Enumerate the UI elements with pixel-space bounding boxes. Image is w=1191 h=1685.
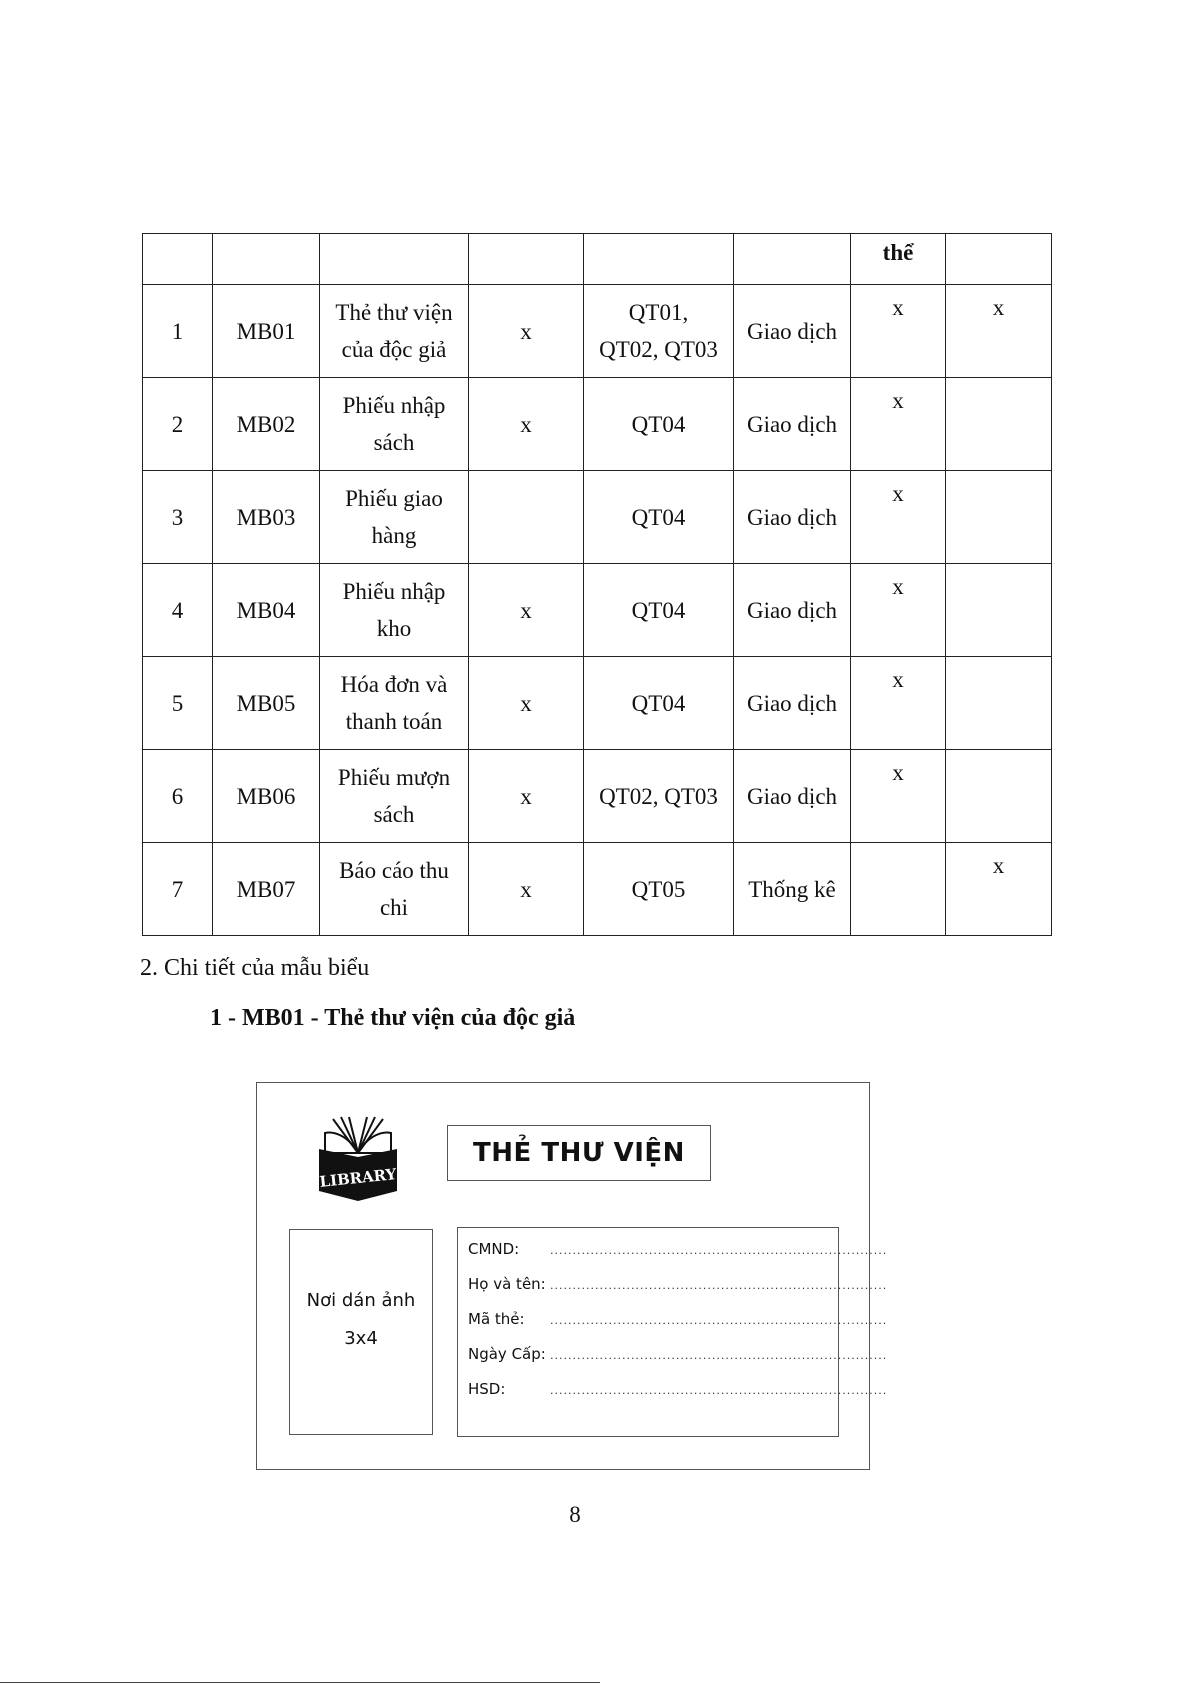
col7-mark: x [892, 481, 904, 506]
form-mark: x [520, 411, 532, 437]
table-cell [584, 564, 734, 657]
header-cell: thể [851, 234, 946, 285]
table-cell [734, 564, 851, 657]
table-cell [320, 471, 469, 564]
header-cell [584, 234, 734, 285]
process-line1: QT05 [631, 876, 686, 902]
table-cell [946, 285, 1052, 378]
table-cell [946, 471, 1052, 564]
form-name-line2: kho [376, 616, 412, 641]
form-code: MB05 [236, 690, 296, 716]
form-name-line2: sách [373, 430, 415, 455]
form-code: MB02 [236, 411, 296, 437]
field-label: CMND: [468, 1240, 520, 1258]
form-name-line1: Phiếu nhập [342, 393, 446, 418]
row-number: 7 [171, 876, 184, 902]
col7-mark: x [892, 574, 904, 599]
table-cell [320, 285, 469, 378]
table-cell [143, 564, 213, 657]
form-code: MB03 [236, 504, 296, 530]
field-label: Họ và tên: [468, 1275, 546, 1293]
table-cell [851, 378, 946, 471]
photo-label: Nơi dán ảnh [306, 1290, 416, 1311]
table-cell [584, 285, 734, 378]
card-info-fields [457, 1227, 888, 1437]
col7-mark: x [892, 388, 904, 413]
table-cell [469, 285, 584, 378]
row-number: 4 [171, 597, 184, 623]
table-row [143, 471, 1052, 564]
row-number: 6 [171, 783, 184, 809]
table-row [143, 564, 1052, 657]
table-cell [213, 657, 320, 750]
field-dots: ........................................................................... [550, 1244, 888, 1257]
form-name-line1: Thẻ thư viện [335, 300, 453, 325]
form-type: Giao dịch [746, 504, 838, 530]
logo-text: LIBRARY [318, 1165, 398, 1191]
field-issue-date [468, 1345, 888, 1380]
row-number: 5 [171, 690, 184, 716]
process-line1: QT02, QT03 [599, 783, 718, 809]
field-expiry-date [468, 1380, 888, 1415]
library-book-icon [313, 1113, 403, 1203]
col8-mark: x [992, 853, 1005, 878]
table-cell [946, 378, 1052, 471]
form-name-line2: sách [373, 802, 415, 827]
table-cell [584, 843, 734, 936]
form-name-line1: Hóa đơn và [340, 672, 448, 697]
table-cell [946, 750, 1052, 843]
table-cell [734, 843, 851, 936]
table-cell [213, 750, 320, 843]
table-cell [143, 285, 213, 378]
form-code: MB04 [236, 597, 296, 623]
header-cell [213, 234, 320, 285]
table-cell [143, 471, 213, 564]
page-number: 8 [569, 1502, 581, 1527]
table-cell [946, 564, 1052, 657]
form-mark: x [520, 597, 532, 623]
table-row [143, 378, 1052, 471]
table-cell [946, 657, 1052, 750]
form-name-line2: thanh toán [345, 709, 443, 734]
table-row [143, 285, 1052, 378]
table-cell [143, 378, 213, 471]
process-line1: QT01, [628, 300, 689, 325]
table-cell [320, 657, 469, 750]
form-type: Giao dịch [746, 783, 838, 809]
form-type: Giao dịch [746, 690, 838, 716]
table-cell [851, 843, 946, 936]
form-mark: x [520, 876, 532, 902]
table-cell [213, 564, 320, 657]
field-dots: ........................................................................... [550, 1384, 888, 1397]
table-row [143, 657, 1052, 750]
table-cell [851, 285, 946, 378]
form-name-line1: Báo cáo thu [339, 858, 449, 883]
process-line2: QT02, QT03 [599, 337, 718, 362]
table-cell [584, 378, 734, 471]
field-full-name [468, 1275, 888, 1310]
table-cell [734, 285, 851, 378]
table-cell [734, 657, 851, 750]
row-number: 2 [171, 411, 184, 437]
field-dots: ........................................................................... [550, 1279, 888, 1292]
header-cell [734, 234, 851, 285]
header-cell [143, 234, 213, 285]
table-cell [469, 564, 584, 657]
section-title: 2. Chi tiết của mẫu biểu [140, 955, 370, 981]
field-card-id [468, 1310, 888, 1345]
table-row [143, 843, 1052, 936]
form-type: Giao dịch [746, 597, 838, 623]
process-line1: QT04 [631, 504, 686, 530]
form-name-line1: Phiếu nhập [342, 579, 446, 604]
table-cell [851, 564, 946, 657]
footnote-divider [0, 1682, 600, 1683]
table-cell [143, 657, 213, 750]
col7-mark: x [892, 760, 904, 785]
field-cmnd [468, 1240, 888, 1275]
process-line1: QT04 [631, 690, 686, 716]
table-cell [469, 843, 584, 936]
row-number: 1 [171, 318, 184, 344]
form-type: Thống kê [748, 876, 836, 902]
form-name-line1: Phiếu giao [345, 486, 443, 511]
table-cell [946, 843, 1052, 936]
table-cell [469, 750, 584, 843]
table-cell [851, 657, 946, 750]
col8-mark: x [992, 295, 1005, 320]
col7-mark: x [892, 667, 904, 692]
table-row [143, 750, 1052, 843]
photo-size: 3x4 [344, 1328, 378, 1349]
process-line1: QT04 [631, 411, 686, 437]
form-type: Giao dịch [746, 411, 838, 437]
header-cell [320, 234, 469, 285]
form-code: MB01 [236, 318, 296, 344]
form-name-line2: của độc giả [341, 337, 447, 362]
form-mark: x [520, 318, 532, 344]
form-mark: x [520, 783, 532, 809]
form-code: MB06 [236, 783, 296, 809]
table-cell [143, 843, 213, 936]
form-type: Giao dịch [746, 318, 838, 344]
table-cell [734, 378, 851, 471]
form-code: MB07 [236, 876, 296, 902]
table-cell [213, 471, 320, 564]
table-cell [213, 378, 320, 471]
header-cell [946, 234, 1052, 285]
field-dots: ........................................................................... [550, 1314, 888, 1327]
table-cell [469, 378, 584, 471]
form-name-line1: Phiếu mượn [337, 765, 451, 790]
library-card-mockup [256, 1082, 888, 1470]
row-number: 3 [171, 504, 184, 530]
col7-mark: x [892, 295, 904, 320]
table-cell [320, 378, 469, 471]
field-label: Mã thẻ: [468, 1310, 525, 1328]
table-cell [320, 564, 469, 657]
form-name-line2: chi [379, 895, 409, 920]
field-label: Ngày Cấp: [468, 1345, 546, 1363]
table-cell [320, 843, 469, 936]
photo-placeholder [289, 1229, 433, 1435]
table-cell [584, 471, 734, 564]
forms-table [142, 233, 1052, 936]
table-cell [143, 750, 213, 843]
field-label: HSD: [468, 1380, 506, 1398]
table-cell [584, 657, 734, 750]
table-cell [851, 750, 946, 843]
table-cell [213, 843, 320, 936]
table-header-row [143, 234, 1052, 285]
table-cell [469, 471, 584, 564]
field-dots: ........................................................................... [550, 1349, 888, 1362]
card-title: THẺ THƯ VIỆN [447, 1125, 711, 1181]
table-cell [213, 285, 320, 378]
table-cell [320, 750, 469, 843]
table-cell [584, 750, 734, 843]
table-cell [469, 657, 584, 750]
form-mark: x [520, 690, 532, 716]
table-cell [851, 471, 946, 564]
table-cell [734, 471, 851, 564]
section-subtitle: 1 - MB01 - Thẻ thư viện của độc giả [210, 1005, 576, 1031]
form-name-line2: hàng [371, 523, 417, 548]
header-cell [469, 234, 584, 285]
table-cell [734, 750, 851, 843]
process-line1: QT04 [631, 597, 686, 623]
